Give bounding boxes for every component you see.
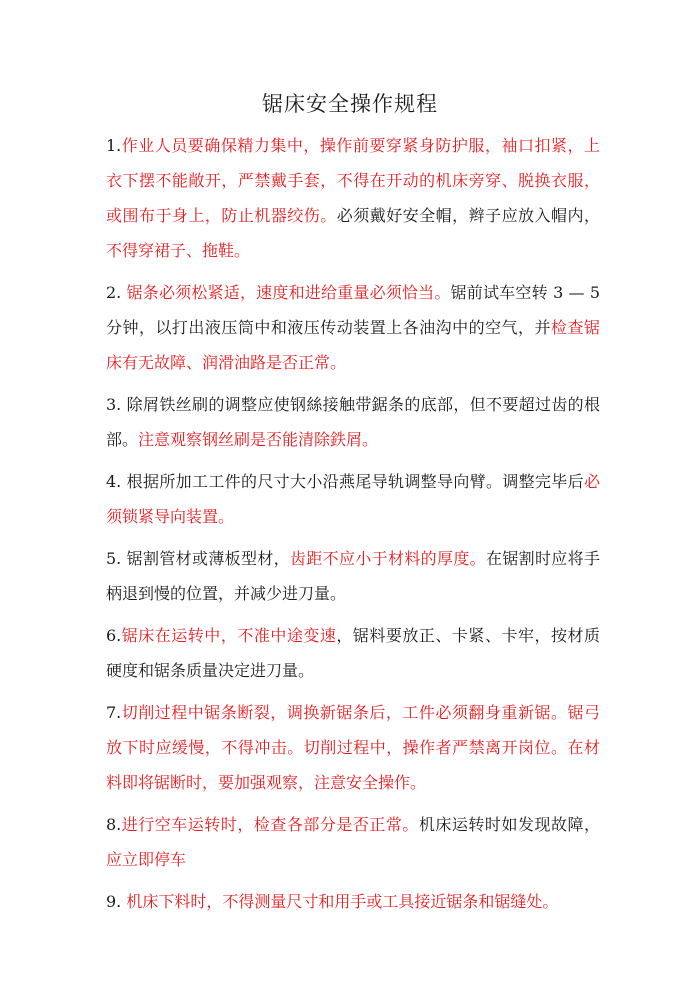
rule-1-segment-1: 1. [106,136,122,155]
rule-item-8 [106,807,600,877]
rule-8-segment-3: 机床运转时如发现故障， [418,815,600,834]
rule-5-segment-2: 齿距不应小于材料的厚度。 [290,549,486,568]
rule-6-segment-3: ，锯料要放正、卡紧、卡牢，按材质硬度和锯条质量决定进刀量。 [106,626,600,680]
rule-2-segment-3: 锯前试车空转 3 — 5 分钟，以打出液压筒中和液压传动装置上各油沟中的空气，并 [106,283,600,337]
rule-3-segment-1: 3. 除屑铁丝刷的调整应使钢絲接触带鋸条的底部，但不要超过齿的根部。 [106,395,600,449]
rule-5-segment-3: 在锯割时应将手柄退到慢的位置，并减少进刀量。 [106,549,600,603]
rule-3-segment-2: 注意观察钢丝刷是否能清除鉄屑。 [138,430,379,449]
rule-item-5 [106,541,600,611]
rule-item-3 [106,387,600,457]
rule-1-segment-3: 必须戴好安全帽，辫子应放入帽内， [336,206,600,225]
rule-9-segment-2: 机床下料时，不得测量尺寸和用手或工具接近锯条和锯缝处。 [126,892,559,911]
rule-item-9 [106,884,600,919]
rule-2-segment-2: 锯条必须松紧适，速度和进给重量必须恰当。 [126,283,451,302]
rule-item-4 [106,464,600,534]
rule-6-segment-2: 锯床在运转中，不准中途变速 [121,626,337,645]
rule-1-segment-4: 不得穿裙子、拖鞋。 [106,241,251,260]
rule-item-2 [106,275,600,380]
rule-4-segment-2: 必须锁紧导向装置。 [106,472,600,526]
rule-7-segment-2: 切削过程中锯条断裂，调换新锯条后，工件必须翻身重新锯。锯弓放下时应缓慢，不得冲击。切削过程中，操作者严禁离开岗位。在材料即将锯断时，要加强观察，注意安全操作。 [106,703,600,792]
rule-8-segment-1: 8. [106,815,122,834]
document-title: 锯床安全操作规程 [262,92,438,116]
rule-8-segment-2: 进行空车运转时，检查各部分是否正常。 [121,815,419,834]
rule-item-6 [106,618,600,688]
rule-8-segment-4: 应立即停车 [106,850,187,869]
rule-2-segment-1: 2. [106,283,127,302]
rule-9-segment-1: 9. [106,892,127,911]
rule-5-segment-1: 5. 锯割管材或薄板型材， [106,549,290,568]
rule-item-1 [106,128,600,268]
rule-item-7 [106,695,600,800]
rule-1-segment-2: 作业人员要确保精力集中，操作前要穿紧身防护服，袖口扣紧，上衣下摆不能敞开，严禁戴手套，不得在开动的机床旁穿、脱换衣服，或围布于身上，防止机器绞伤。 [106,136,600,225]
rule-7-segment-1: 7. [106,703,122,722]
rule-4-segment-1: 4. 根据所加工工件的尺寸大小沿燕尾导轨调整导向臂。调整完毕后 [106,472,584,491]
rule-2-segment-4: 检查锯床有无故障、润滑油路是否正常。 [106,318,600,372]
rule-6-segment-1: 6. [106,626,122,645]
rules-list [106,128,600,926]
